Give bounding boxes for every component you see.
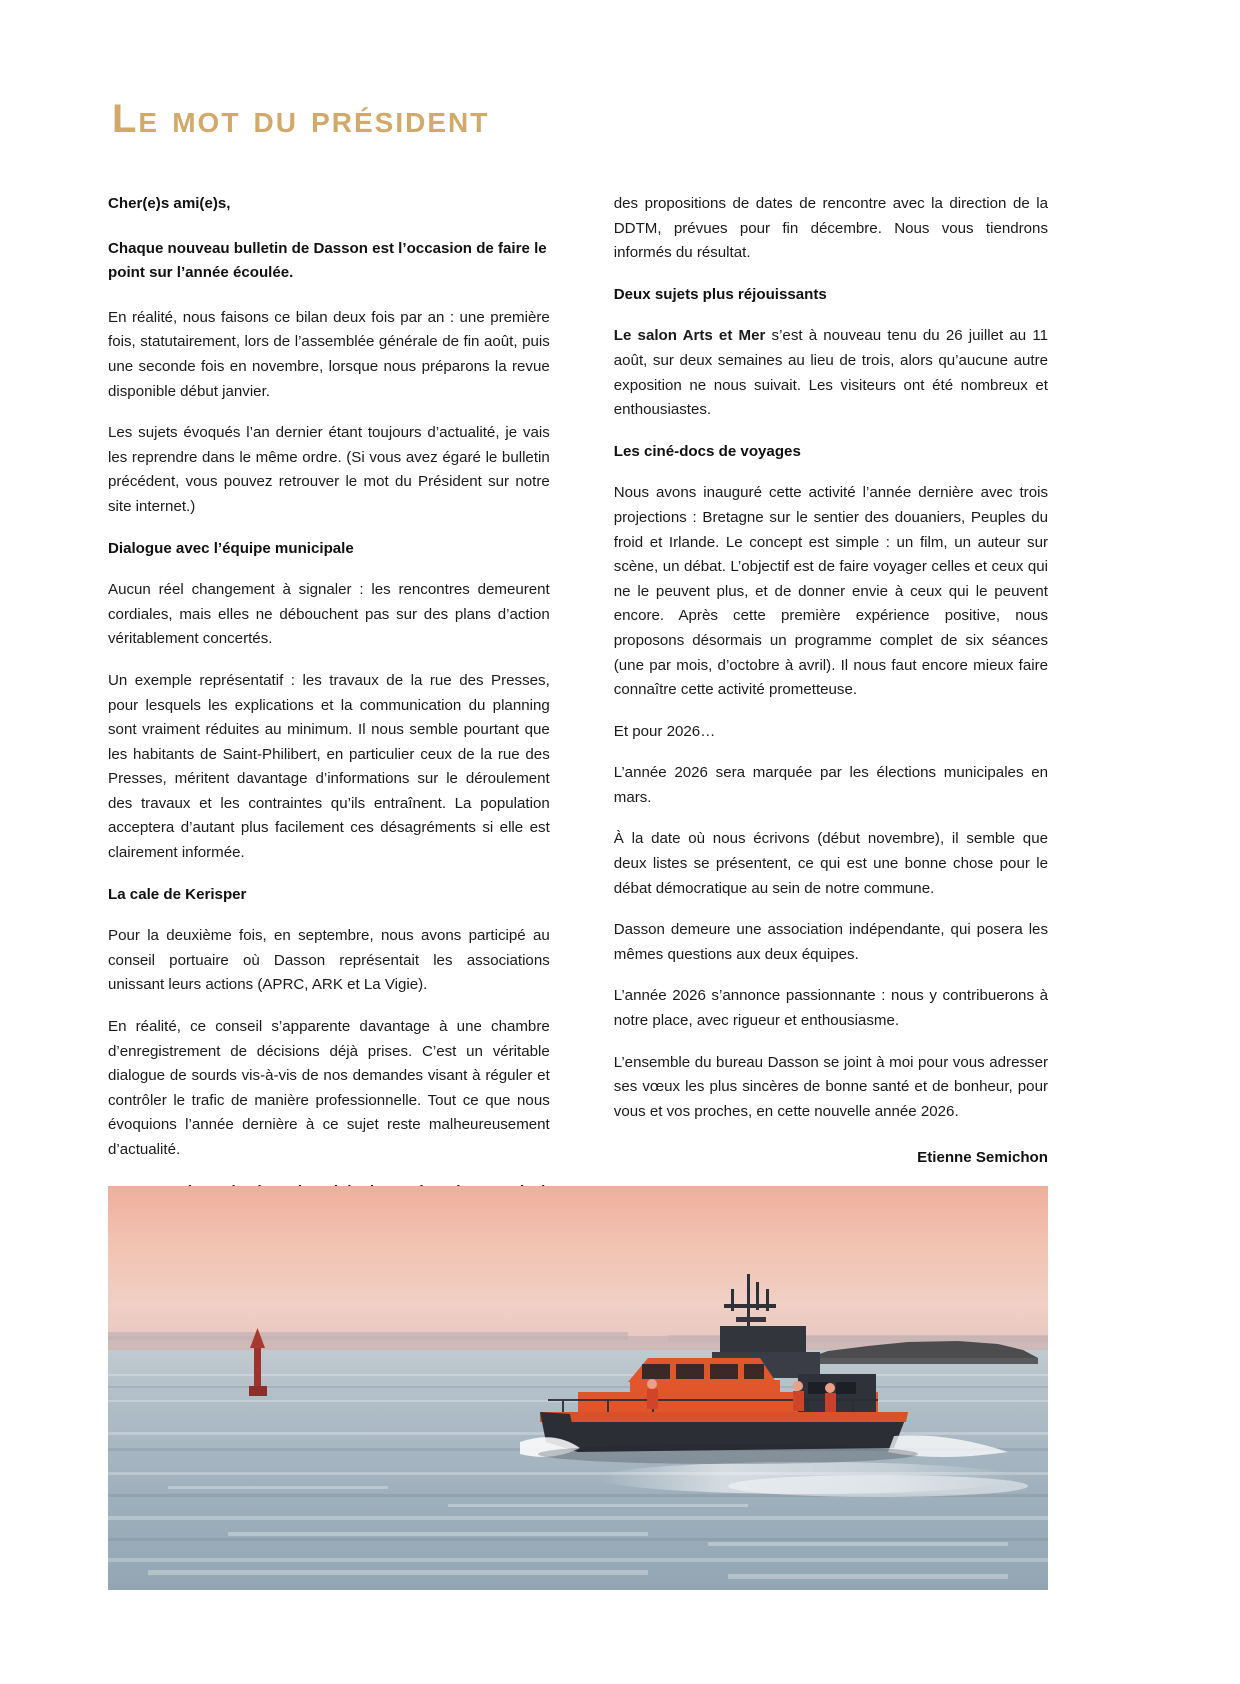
right-column xyxy=(614,192,1048,1270)
body-paragraph: L’ensemble du bureau Dasson se joint à moi pour vous adresser ses vœux les plus sincères de bonne santé et de bonheur, pour vous et vos proches, en cette nouvelle année 2026. xyxy=(613,1053,1048,1120)
body-paragraph: À la date où nous écrivons (début novembre), il semble que deux listes se présentent, ce qui est une bonne chose pour le débat démocratique au sein de notre commune. xyxy=(613,830,1048,897)
section-subheading: La cale de Kerisper xyxy=(108,885,247,903)
body-paragraph: Dasson demeure une association indépendante, qui posera les mêmes questions aux deux équipes. xyxy=(613,921,1048,963)
body-paragraph: Aucun réel changement à signaler : les rencontres demeurent cordiales, mais elles ne débouchent pas sur des plans d’action véritablement concertés. xyxy=(108,581,550,648)
article-body xyxy=(108,192,1048,1270)
body-paragraph: En réalité, nous faisons ce bilan deux fois par an : une première fois, statutairement, lors de l’assemblée générale de fin août, puis une seconde fois en novembre, lorsque nous préparons la revue disponible début janvier. xyxy=(108,308,550,400)
body-paragraph: En réalité, ce conseil s’apparente davantage à une chambre d’enregistrement de décisions déjà prises. C’est un véritable dialogue de sourds vis-à-vis de nos demandes visant à réguler et contrôler le trafic de manière professionnelle. Tout ce que nous évoquions l’année dernière à ce sujet reste malheureusement d’actualité. xyxy=(108,1018,550,1158)
body-paragraph: Un exemple représentatif : les travaux de la rue des Presses, pour lesquels les explications et la communication du planning sont vraiment réduites au minimum. Il nous semble pourtant que les habitants de Saint-Philibert, en particulier ceux de la rue des Presses, méritent davantage d’informations sur le déroulement des travaux et les contraintes qu’ils entraînent. La population acceptera d’autant plus facilement ces désagréments si elle est clairement informée. xyxy=(108,671,550,862)
section-subheading: Deux sujets plus réjouissants xyxy=(613,285,827,303)
intro-paragraph: Chaque nouveau bulletin de Dasson est l’occasion de faire le point sur l’année écoulée. xyxy=(108,239,547,282)
body-paragraph: L’année 2026 sera marquée par les élections municipales en mars. xyxy=(613,764,1048,806)
section-subheading: Les ciné-docs de voyages xyxy=(613,442,801,460)
pilot-boat-at-sunset-photo xyxy=(108,1186,1048,1590)
body-paragraph xyxy=(614,324,1048,422)
right-column-blocks xyxy=(614,192,1048,1124)
left-column-blocks xyxy=(108,306,550,1271)
left-column xyxy=(108,192,550,1270)
author-signature: Etienne Semichon xyxy=(917,1149,1048,1167)
body-paragraph: L’année 2026 s’annonce passionnante : nous y contribuerons à notre place, avec rigueur et enthousiasme. xyxy=(613,987,1048,1030)
body-paragraph: Et pour 2026… xyxy=(613,722,716,740)
page-title: Le mot du président xyxy=(112,97,490,141)
body-paragraph: Les sujets évoqués l’an dernier étant toujours d’actualité, je vais les reprendre dans le même ordre. (Si vous avez égaré le bulletin précédent, vous pouvez retrouver le mot du Président sur notre site internet.) xyxy=(108,424,550,515)
salutation: Cher(e)s ami(e)s, xyxy=(108,195,231,212)
paragraph-lead-in: Le salon Arts et Mer xyxy=(613,327,766,345)
paragraph-text: s’est à nouveau tenu du 26 juillet au 11 août, sur deux semaines au lieu de trois, alors qu’aucune autre exposition ne nous suivait. Les visiteurs ont été nombreux et enthousiastes. xyxy=(613,327,1048,419)
photo-illustration xyxy=(108,1186,1048,1590)
body-paragraph: Pour la deuxième fois, en septembre, nous avons participé au conseil portuaire où Dasson représentait les associations unissant leurs actions (APRC, ARK et La Vigie). xyxy=(108,927,550,994)
section-subheading: Dialogue avec l’équipe municipale xyxy=(108,539,354,557)
body-paragraph: Nous avons inauguré cette activité l’année dernière avec trois projections : Bretagne sur le sentier des douaniers, Peuples du froid et Irlande. Le concept est simple : un film, un auteur sur scène, un débat. L’objectif est de faire voyager celles et ceux qui ne le peuvent plus, et de donner envie à ceux qui le peuvent encore. Après cette première expérience positive, nous proposons désormais un programme complet de six séances (une par mois, d’octobre à avril). Il nous faut encore mieux faire connaître cette activité prometteuse. xyxy=(613,484,1048,699)
body-paragraph: des propositions de dates de rencontre avec la direction de la DDTM, prévues pour fin décembre. Nous vous tiendrons informés du résultat. xyxy=(613,195,1048,262)
